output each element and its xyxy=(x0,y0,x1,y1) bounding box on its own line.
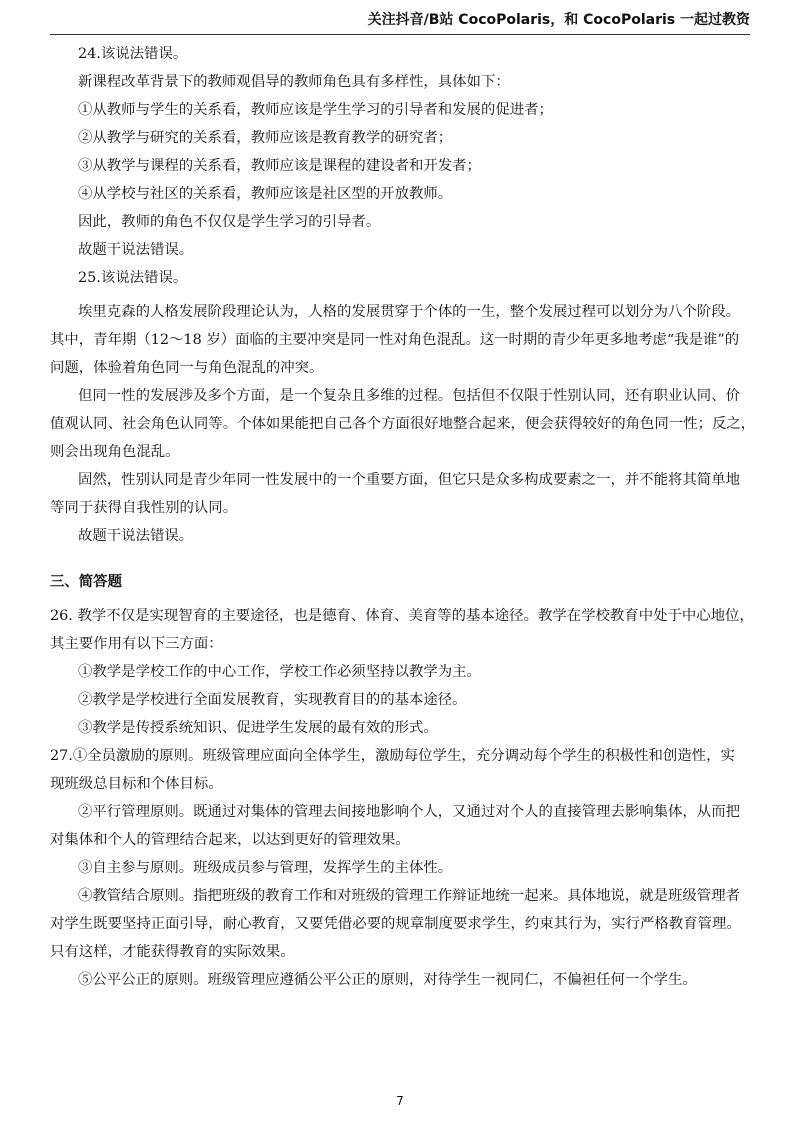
q26-item-1: ①教学是学校工作的中心工作，学校工作必须坚持以教学为主。 xyxy=(78,664,481,680)
q25-p3-line-1: 固然，性别认同是青少年同一性发展中的一个重要方面，但它只是众多构成要素之一，并不能将其简单地 xyxy=(78,472,740,488)
section-title: 三、简答题 xyxy=(50,574,122,590)
q27-p1-line-1: 27.①全员激励的原则。班级管理应面向全体学生，激励每位学生，充分调动每个学生的积极性和创造性，实 xyxy=(50,748,735,764)
q24-intro: 新课程改革背景下的教师观倡导的教师角色具有多样性，具体如下： xyxy=(78,74,510,90)
q26-line-1: 26. 教学不仅是实现智育的主要途径，也是德育、体育、美育等的基本途径。教学在学校教育中处于中心地位， xyxy=(50,608,754,624)
q25-p1-line-1: 埃里克森的人格发展阶段理论认为，人格的发展贯穿于个体的一生，整个发展过程可以划分为八个阶段。 xyxy=(78,304,740,320)
q24-item-1: ①从教师与学生的关系看，教师应该是学生学习的引导者和发展的促进者； xyxy=(78,102,553,118)
q24-item-3: ③从教学与课程的关系看，教师应该是课程的建设者和开发者； xyxy=(78,158,481,174)
page-content xyxy=(50,40,756,994)
header-text: 关注抖音/B站 CocoPolaris，和 CocoPolaris 一起过教资 xyxy=(367,12,750,28)
page-header xyxy=(50,0,750,35)
q27-p2-line-2: 对集体和个人的管理结合起来，以达到更好的管理效果。 xyxy=(50,832,410,848)
q25-p1-line-3: 问题，体验着角色同一与角色混乱的冲突。 xyxy=(50,360,324,376)
q25-p2-line-3: 则会出现角色混乱。 xyxy=(50,444,180,460)
q26-line-2: 其主要作用有以下三方面： xyxy=(50,636,223,652)
q25-conclusion: 故题干说法错误。 xyxy=(78,528,194,544)
q27-p4-line-2: 对学生既要坚持正面引导，耐心教育，又要凭借必要的规章制度要求学生，约束其行为，实行严格教育管理。 xyxy=(50,916,741,932)
q27-p4-line-3: 只有这样，才能获得教育的实际效果。 xyxy=(50,944,295,960)
q24-title: 24.该说法错误。 xyxy=(78,46,188,62)
q24-conclusion: 故题干说法错误。 xyxy=(78,242,194,258)
q24-item-2: ②从教学与研究的关系看，教师应该是教育教学的研究者； xyxy=(78,130,453,146)
q25-title: 25.该说法错误。 xyxy=(78,270,188,286)
q24-item-4: ④从学校与社区的关系看，教师应该是社区型的开放教师。 xyxy=(78,186,453,202)
q25-p2-line-1: 但同一性的发展涉及多个方面，是一个复杂且多维的过程。包括但不仅限于性别认同，还有职业认同、价 xyxy=(78,388,740,404)
q24-therefore: 因此，教师的角色不仅仅是学生学习的引导者。 xyxy=(78,214,381,230)
q25-p2-line-2: 值观认同、社会角色认同等。个体如果能把自己各个方面很好地整合起来，便会获得较好的角色同一性；反之， xyxy=(50,416,756,432)
q26-item-2: ②教学是学校进行全面发展教育，实现教育目的的基本途径。 xyxy=(78,692,467,708)
q26-item-3: ③教学是传授系统知识、促进学生发展的最有效的形式。 xyxy=(78,720,438,736)
q27-p1-line-2: 现班级总目标和个体目标。 xyxy=(50,776,223,792)
q25-p3-line-2: 等同于获得自我性别的认同。 xyxy=(50,500,238,516)
spacer xyxy=(50,550,750,568)
page-number: 7 xyxy=(396,1094,404,1108)
q27-p5-line-1: ⑤公平公正的原则。班级管理应遵循公平公正的原则，对待学生一视同仁，不偏袒任何一个学生。 xyxy=(78,972,697,988)
q27-p3-line-1: ③自主参与原则。班级成员参与管理，发挥学生的主体性。 xyxy=(78,860,453,876)
q27-p2-line-1: ②平行管理原则。既通过对集体的管理去间接地影响个人，又通过对个人的直接管理去影响集体，从而把 xyxy=(78,804,740,820)
q25-p1-line-2: 其中，青年期（12～18 岁）面临的主要冲突是同一性对角色混乱。这一时期的青少年更多地考虑“我是谁”的 xyxy=(50,332,740,348)
q27-p4-line-1: ④教管结合原则。指把班级的教育工作和对班级的管理工作辩证地统一起来。具体地说，就是班级管理者 xyxy=(78,888,740,904)
